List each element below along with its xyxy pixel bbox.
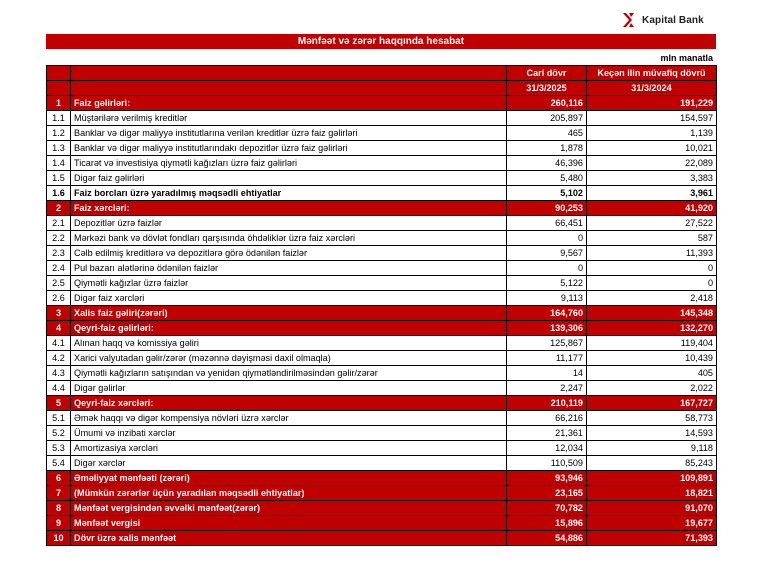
value-previous: 10,021 bbox=[587, 141, 717, 156]
value-current: 260,116 bbox=[507, 96, 587, 111]
table-row bbox=[47, 291, 717, 306]
row-label: (Mümkün zərərlər üçün yaradılan məqsədli ehtiyatlar) bbox=[71, 486, 507, 501]
value-current: 66,216 bbox=[507, 411, 587, 426]
report-title: Mənfəət və zərər haqqında hesabat bbox=[46, 34, 716, 49]
row-label: Banklar və digər maliyyə institutlarındakı depozitlər üzrə faiz gəlirləri bbox=[71, 141, 507, 156]
value-previous: 9,118 bbox=[587, 441, 717, 456]
value-current: 23,165 bbox=[507, 486, 587, 501]
value-current: 139,306 bbox=[507, 321, 587, 336]
value-current: 5,122 bbox=[507, 276, 587, 291]
table-row bbox=[47, 351, 717, 366]
row-label: Müştərilərə verilmiş kreditlər bbox=[71, 111, 507, 126]
table-row bbox=[47, 171, 717, 186]
table-row bbox=[47, 126, 717, 141]
value-previous: 3,961 bbox=[587, 186, 717, 201]
value-previous: 1,139 bbox=[587, 126, 717, 141]
header-blank bbox=[47, 81, 71, 96]
value-current: 110,509 bbox=[507, 456, 587, 471]
section-row bbox=[47, 306, 717, 321]
brand-logo bbox=[622, 11, 704, 29]
row-number: 4.3 bbox=[47, 366, 71, 381]
row-number: 4.2 bbox=[47, 351, 71, 366]
table-body bbox=[47, 66, 717, 546]
row-label: Xarici valyutadan gəlir/zərər (məzənnə dəyişməsi daxil olmaqla) bbox=[71, 351, 507, 366]
section-row bbox=[47, 486, 717, 501]
value-current: 93,946 bbox=[507, 471, 587, 486]
section-row bbox=[47, 321, 717, 336]
row-number: 1.1 bbox=[47, 111, 71, 126]
table-row bbox=[47, 366, 717, 381]
row-label: Banklar və digər maliyyə institutlarına verilən kreditlər üzrə faiz gəlirləri bbox=[71, 126, 507, 141]
value-current: 15,896 bbox=[507, 516, 587, 531]
income-statement-table bbox=[46, 65, 717, 546]
row-label: Digər gəlirlər bbox=[71, 381, 507, 396]
table-row bbox=[47, 336, 717, 351]
row-label: Mənfəət vergisi bbox=[71, 516, 507, 531]
value-previous: 109,891 bbox=[587, 471, 717, 486]
row-label: Digər faiz xərcləri bbox=[71, 291, 507, 306]
value-previous: 587 bbox=[587, 231, 717, 246]
section-row bbox=[47, 501, 717, 516]
section-row bbox=[47, 516, 717, 531]
value-previous: 85,243 bbox=[587, 456, 717, 471]
value-current: 14 bbox=[507, 366, 587, 381]
section-row bbox=[47, 471, 717, 486]
value-previous: 3,383 bbox=[587, 171, 717, 186]
value-current: 12,034 bbox=[507, 441, 587, 456]
row-label: Faiz gəlirləri: bbox=[71, 96, 507, 111]
value-current: 1,878 bbox=[507, 141, 587, 156]
row-number: 5.2 bbox=[47, 426, 71, 441]
row-number: 1.6 bbox=[47, 186, 71, 201]
value-previous: 18,821 bbox=[587, 486, 717, 501]
row-number: 10 bbox=[47, 531, 71, 546]
value-previous: 167,727 bbox=[587, 396, 717, 411]
row-label: Faiz xərcləri: bbox=[71, 201, 507, 216]
row-number: 2.5 bbox=[47, 276, 71, 291]
section-row bbox=[47, 396, 717, 411]
value-previous: 14,593 bbox=[587, 426, 717, 441]
row-number: 9 bbox=[47, 516, 71, 531]
header-row bbox=[47, 66, 717, 81]
value-previous: 0 bbox=[587, 261, 717, 276]
row-label: Depozitlər üzrə faizlər bbox=[71, 216, 507, 231]
row-number: 4.1 bbox=[47, 336, 71, 351]
table-row bbox=[47, 141, 717, 156]
value-previous: 132,270 bbox=[587, 321, 717, 336]
row-number: 6 bbox=[47, 471, 71, 486]
col-previous-header: Keçən ilin müvafiq dövrü bbox=[587, 66, 717, 81]
brand-name: Kapital Bank bbox=[642, 14, 704, 26]
value-current: 66,451 bbox=[507, 216, 587, 231]
row-number: 5.1 bbox=[47, 411, 71, 426]
col-current-header: Cari dövr bbox=[507, 66, 587, 81]
table-row bbox=[47, 276, 717, 291]
value-previous: 71,393 bbox=[587, 531, 717, 546]
row-number: 2.6 bbox=[47, 291, 71, 306]
value-previous: 0 bbox=[587, 276, 717, 291]
date-current: 31/3/2025 bbox=[507, 81, 587, 96]
value-current: 125,867 bbox=[507, 336, 587, 351]
value-previous: 119,404 bbox=[587, 336, 717, 351]
table-row bbox=[47, 456, 717, 471]
row-label: Qeyri-faiz xərcləri: bbox=[71, 396, 507, 411]
row-label: Əməliyyat mənfəəti (zərəri) bbox=[71, 471, 507, 486]
row-label: Ümumi və inzibati xərclər bbox=[71, 426, 507, 441]
row-label: Qiymətli kağızların satışından və yenidən qiymətləndirilməsindən gəlir/zərər bbox=[71, 366, 507, 381]
row-label: Pul bazarı alətlərinə ödənilən faizlər bbox=[71, 261, 507, 276]
row-number: 2.4 bbox=[47, 261, 71, 276]
row-label: Cəlb edilmiş kreditlərə və depozitlərə görə ödənilən faizlər bbox=[71, 246, 507, 261]
value-previous: 27,522 bbox=[587, 216, 717, 231]
value-current: 0 bbox=[507, 231, 587, 246]
header-blank bbox=[47, 66, 71, 81]
section-row bbox=[47, 201, 717, 216]
row-label: Mənfəət vergisindən əvvəlki mənfəət(zərər) bbox=[71, 501, 507, 516]
value-previous: 2,022 bbox=[587, 381, 717, 396]
row-label: Qiymətli kağızlar üzrə faizlər bbox=[71, 276, 507, 291]
value-current: 0 bbox=[507, 261, 587, 276]
table-row bbox=[47, 426, 717, 441]
value-current: 9,113 bbox=[507, 291, 587, 306]
value-previous: 145,348 bbox=[587, 306, 717, 321]
value-previous: 405 bbox=[587, 366, 717, 381]
row-number: 1.5 bbox=[47, 171, 71, 186]
table-row bbox=[47, 381, 717, 396]
table-row bbox=[47, 441, 717, 456]
table-row bbox=[47, 216, 717, 231]
row-number: 4 bbox=[47, 321, 71, 336]
value-current: 70,782 bbox=[507, 501, 587, 516]
table-row bbox=[47, 261, 717, 276]
value-current: 90,253 bbox=[507, 201, 587, 216]
row-label: Digər xərclər bbox=[71, 456, 507, 471]
row-number: 3 bbox=[47, 306, 71, 321]
row-number: 7 bbox=[47, 486, 71, 501]
table-row bbox=[47, 246, 717, 261]
value-current: 5,102 bbox=[507, 186, 587, 201]
row-number: 8 bbox=[47, 501, 71, 516]
value-current: 11,177 bbox=[507, 351, 587, 366]
kapital-bank-logo-icon bbox=[622, 12, 638, 28]
row-label: Faiz borcları üzrə yaradılmış məqsədli ehtiyatlar bbox=[71, 186, 507, 201]
row-number: 2.2 bbox=[47, 231, 71, 246]
row-label: Qeyri-faiz gəlirləri: bbox=[71, 321, 507, 336]
value-current: 205,897 bbox=[507, 111, 587, 126]
value-current: 9,567 bbox=[507, 246, 587, 261]
value-previous: 19,677 bbox=[587, 516, 717, 531]
value-previous: 58,773 bbox=[587, 411, 717, 426]
value-current: 2,247 bbox=[507, 381, 587, 396]
value-previous: 41,920 bbox=[587, 201, 717, 216]
row-number: 4.4 bbox=[47, 381, 71, 396]
value-previous: 154,597 bbox=[587, 111, 717, 126]
row-label: Ticarət və investisiya qiymətli kağızları üzrə faiz gəlirləri bbox=[71, 156, 507, 171]
row-number: 1 bbox=[47, 96, 71, 111]
row-number: 1.4 bbox=[47, 156, 71, 171]
row-label: Alınan haqq və komissiya gəliri bbox=[71, 336, 507, 351]
section-row bbox=[47, 531, 717, 546]
row-label: Mərkəzi bank və dövlət fondları qarşısında öhdəliklər üzrə faiz xərcləri bbox=[71, 231, 507, 246]
row-number: 5 bbox=[47, 396, 71, 411]
value-current: 46,396 bbox=[507, 156, 587, 171]
section-row bbox=[47, 96, 717, 111]
row-label: Amortizasiya xərcləri bbox=[71, 441, 507, 456]
value-previous: 10,439 bbox=[587, 351, 717, 366]
table-row bbox=[47, 231, 717, 246]
unit-label: mln manatla bbox=[660, 53, 713, 63]
row-label: Əmək haqqı və digər kompensiya növləri üzrə xərclər bbox=[71, 411, 507, 426]
row-number: 5.3 bbox=[47, 441, 71, 456]
value-previous: 91,070 bbox=[587, 501, 717, 516]
value-previous: 2,418 bbox=[587, 291, 717, 306]
value-previous: 22,089 bbox=[587, 156, 717, 171]
row-number: 1.3 bbox=[47, 141, 71, 156]
value-current: 54,886 bbox=[507, 531, 587, 546]
value-current: 164,760 bbox=[507, 306, 587, 321]
header-blank bbox=[71, 81, 507, 96]
row-number: 2.1 bbox=[47, 216, 71, 231]
value-current: 5,480 bbox=[507, 171, 587, 186]
value-current: 21,361 bbox=[507, 426, 587, 441]
row-label: Digər faiz gəlirləri bbox=[71, 171, 507, 186]
table-row bbox=[47, 411, 717, 426]
header-blank bbox=[71, 66, 507, 81]
row-label: Xalis faiz gəliri(zərəri) bbox=[71, 306, 507, 321]
date-previous: 31/3/2024 bbox=[587, 81, 717, 96]
row-number: 2 bbox=[47, 201, 71, 216]
table-row bbox=[47, 156, 717, 171]
value-previous: 191,229 bbox=[587, 96, 717, 111]
value-current: 210,119 bbox=[507, 396, 587, 411]
row-number: 1.2 bbox=[47, 126, 71, 141]
value-current: 465 bbox=[507, 126, 587, 141]
table-row bbox=[47, 111, 717, 126]
row-number: 5.4 bbox=[47, 456, 71, 471]
date-row bbox=[47, 81, 717, 96]
value-previous: 11,393 bbox=[587, 246, 717, 261]
row-label: Dövr üzrə xalis mənfəət bbox=[71, 531, 507, 546]
table-row bbox=[47, 186, 717, 201]
row-number: 2.3 bbox=[47, 246, 71, 261]
